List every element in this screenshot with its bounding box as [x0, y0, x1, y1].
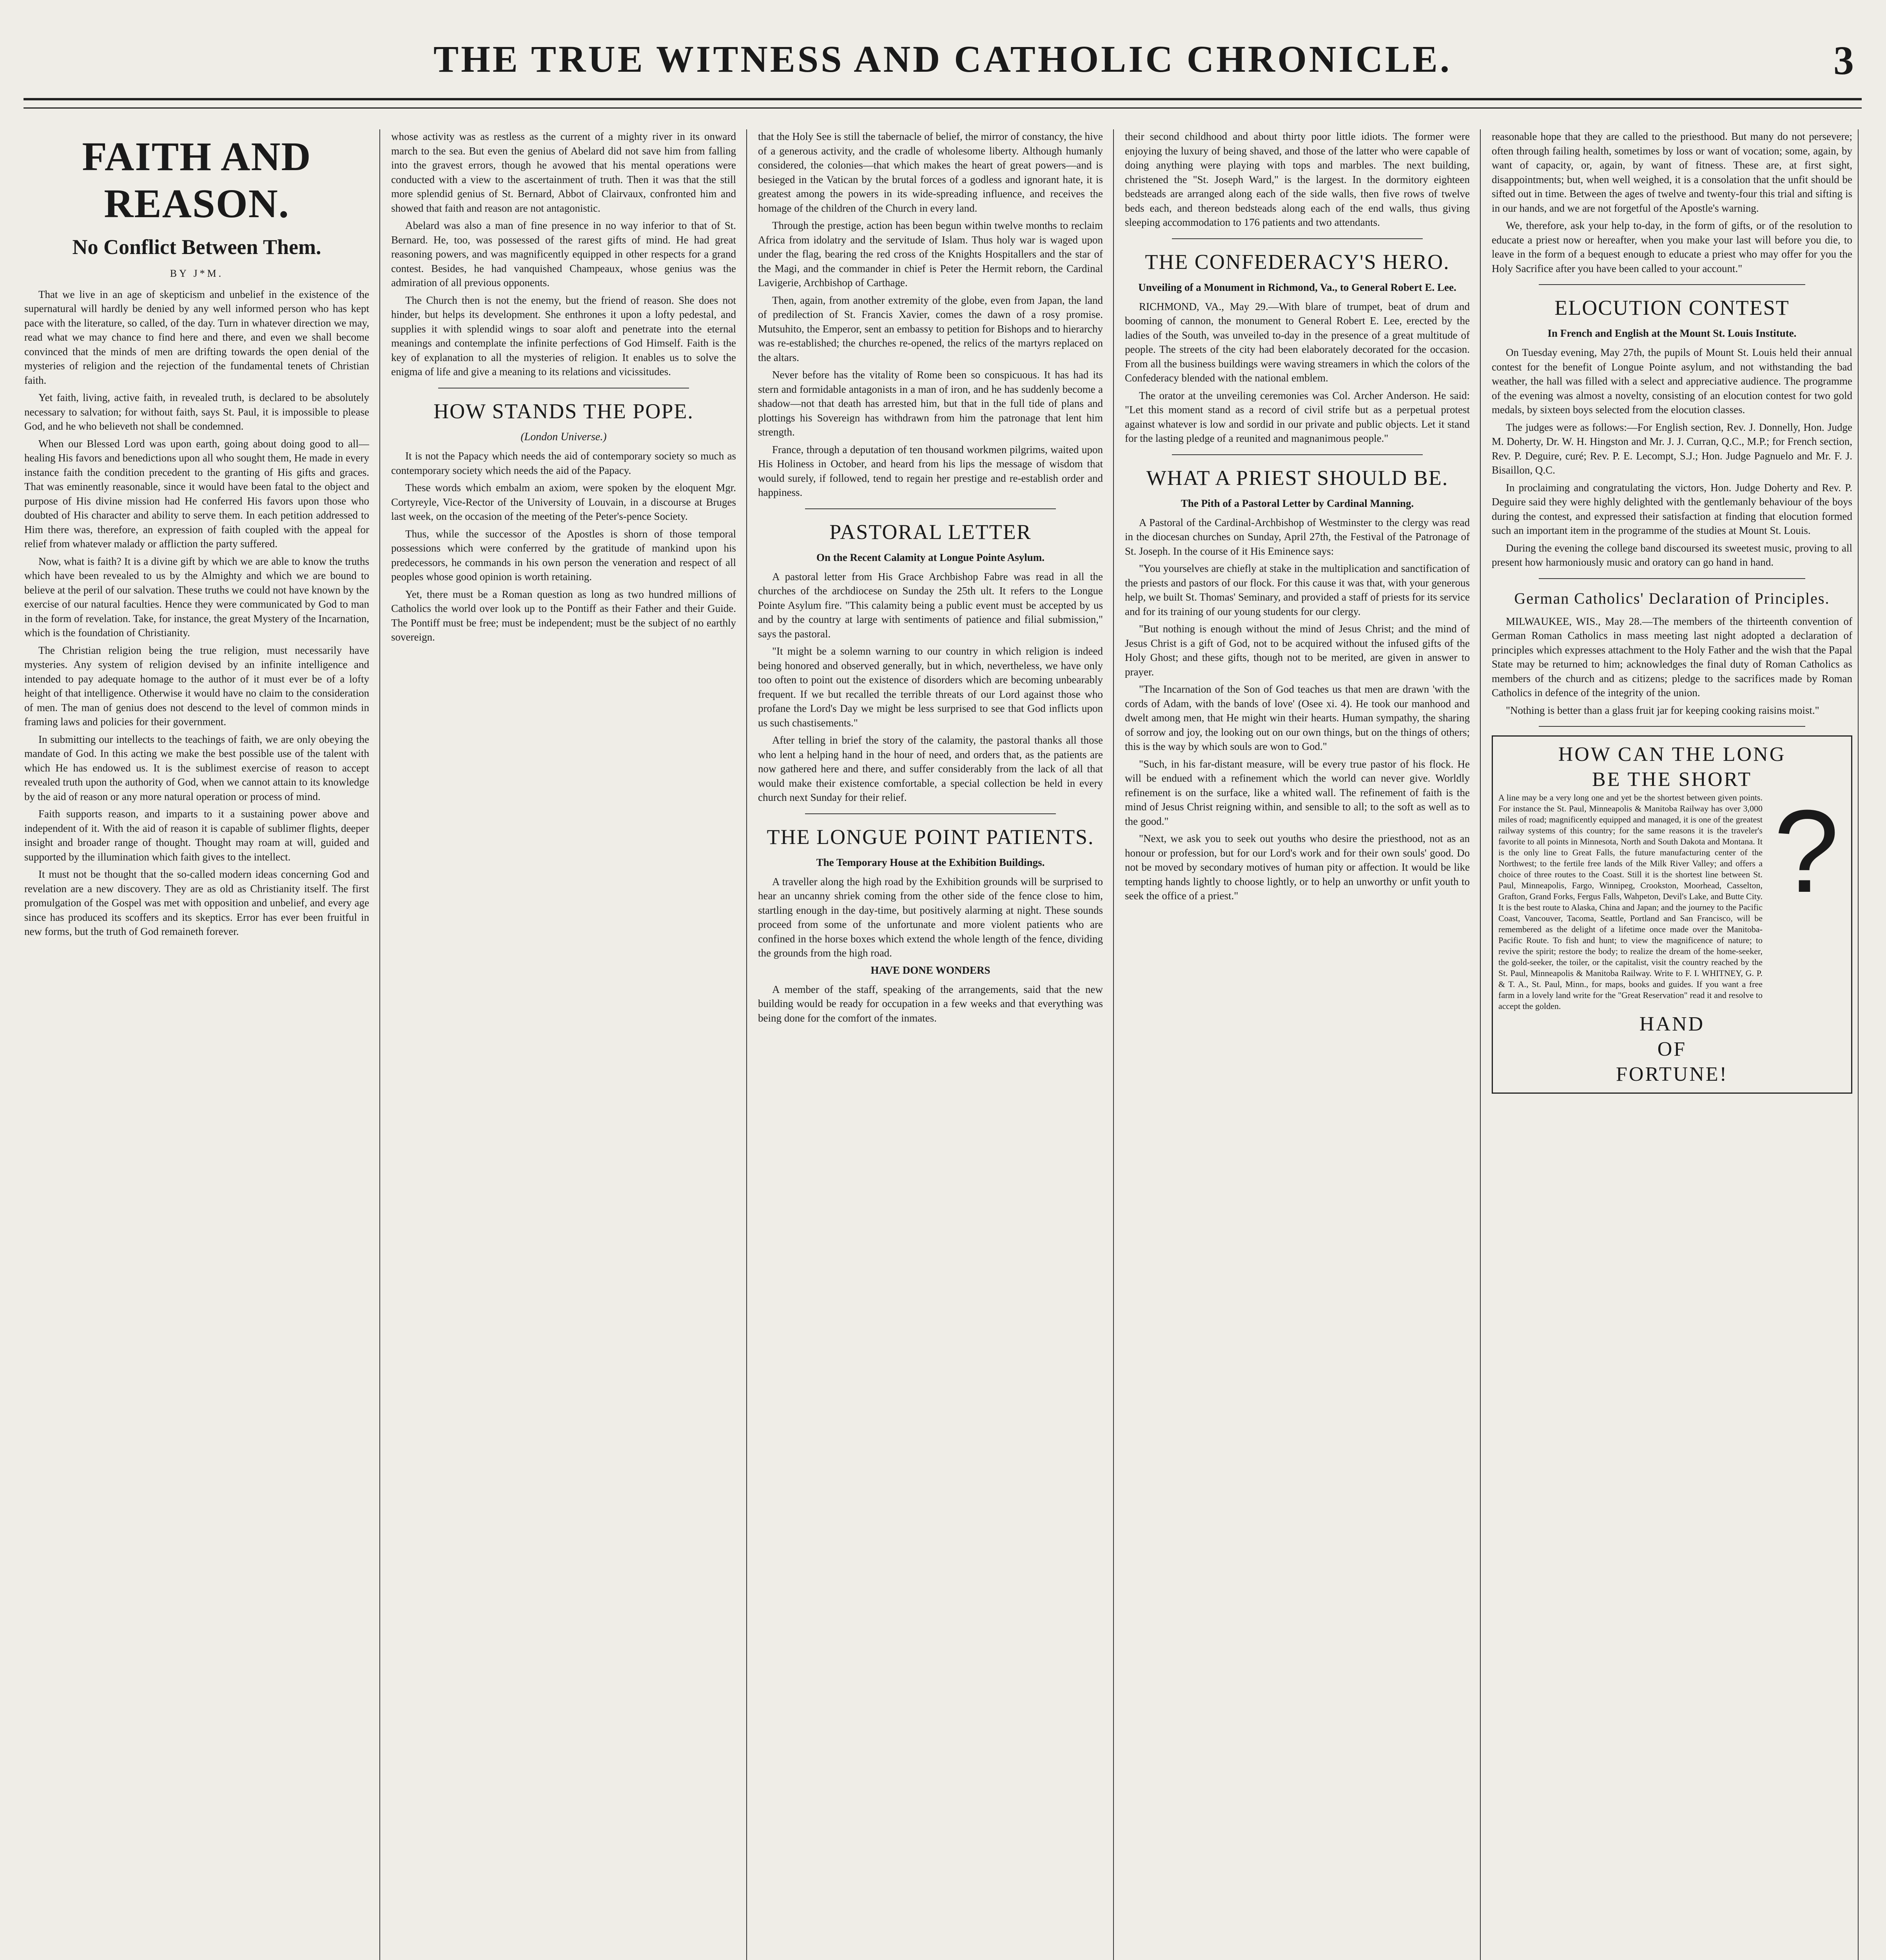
- german-catholics-paragraph: MILWAUKEE, WIS., May 28.—The members of the thirteenth convention of German Roman Catholics in mass meeting last night adopted a declaration of principles which expresses attachment to the Holy Father and the wish that the Papal State may be returned to him; acknowledges the final duty of Roman Catholics as members of the church and as citizens; pledge to the sacrifices made by Roman Catholics in defence of the integrity of the union.: [1492, 615, 1852, 699]
- priest-paragraph: "You yourselves are chiefly at stake in the multiplication and sanctification of the priests and pastors of our flock. For this cause it was that, with your generous help, we built St. Thomas' Seminary, and provided a staff of priests for its service and for its training of our young students for our clergy.: [1125, 563, 1470, 617]
- continuation-paragraph: Abelard was also a man of fine presence in no way inferior to that of St. Bernard. He, too, was possessed of the rarest gifts of mind. He had great reasoning powers, and was magnificently equipped in other respects for a grand contest. Besides, he had vanquished Champeaux, whose genius was the admiration of all previous opponents.: [391, 220, 736, 289]
- section-divider: [1539, 726, 1805, 727]
- masthead: [24, 37, 1862, 88]
- faith-subhead: No Conflict Between Them.: [72, 235, 321, 259]
- column-1: [24, 129, 369, 1960]
- column-rule: [1858, 129, 1859, 1960]
- pastoral-paragraph: After telling in brief the story of the calamity, the pastoral thanks all those who lent a helping hand in the hour of need, and orders that, as the patients are now gathered here and there, and suffer considerably from the lack of all that would make their existence comfortable, a special collection be held in every church next Sunday for their relief.: [758, 734, 1103, 803]
- priest-paragraph: "Next, we ask you to seek out youths who desire the priesthood, not as an honour or profession, but for our Lord's work and for their own souls' good. Do not be moved by secondary motives of human pity or affection. It would be like tempting hands lightly to choose lightly, or to help an unworthy or unfit youth to seek the office of a priest.": [1125, 833, 1470, 902]
- railway-ad: [1492, 735, 1852, 1094]
- column-rule: [1113, 129, 1114, 1960]
- elocution-paragraph: On Tuesday evening, May 27th, the pupils of Mount St. Louis held their annual contest for the benefit of Longue Pointe asylum, and not withstanding the bad weather, the hall was filled with a select and appreciative audience. The programme of the evening was almost a novelty, consisting of an elocution contest for two gold medals, by sixteen boys selected from the elocution classes.: [1492, 347, 1852, 416]
- railway-ad-footer: FORTUNE!: [1616, 1063, 1728, 1085]
- priest-paragraph: "Such, in his far-distant measure, will be every true pastor of his flock. He will be endued with a refinement which the world can never give. Worldly refinement is on the surface, like a whited wall. The refinement of faith is the mind of Jesus Christ reigning within, and sensible to all; to the soft as well as to the good.": [1125, 758, 1470, 827]
- railway-ad-footer: HAND: [1639, 1013, 1705, 1035]
- column4-paragraph: their second childhood and about thirty poor little idiots. The former were enjoying the luxury of being shaved, and those of the latter who were capable of doing anything were playing with tops and marbles. The next building, christened the "St. Joseph Ward," is the largest. In the dormitory eighteen bedsteads are arranged along each of the side walls, then five rows of twelve beds each, and thereon bedsteads along each of the end walls, thus giving sleeping accommodation to 176 patients and two attendants.: [1125, 131, 1470, 228]
- column-4: [1125, 129, 1470, 1960]
- section-divider: [1172, 238, 1423, 239]
- faith-paragraph: Yet faith, living, active faith, in revealed truth, is declared to be absolutely necessary to salvation; for without faith, says St. Paul, it is impossible to please God, and he who believeth not shall be condemned.: [24, 392, 369, 432]
- priest-headline: WHAT A PRIEST SHOULD BE.: [1146, 466, 1449, 490]
- pope-paragraph: It is not the Papacy which needs the aid of contemporary society so much as contemporary society which needs the aid of the Papacy.: [391, 450, 736, 476]
- elocution-paragraph: During the evening the college band discoursed its sweetest music, proving to all present how harmoniously music and oratory can go hand in hand.: [1492, 542, 1852, 568]
- faith-paragraph: It must not be thought that the so-called modern ideas concerning God and revelation are a new discovery. They are as old as Christianity itself. The first promulgation of the Gospel was met with opposition and unbelief, and every age since has produced its scoffers and its skeptics. Error has ever been fruitful in new forms, but the truth of God remaineth forever.: [24, 868, 369, 937]
- railway-ad-body-wrap: [1498, 785, 1846, 1012]
- column3-paragraph: Then, again, from another extremity of the globe, even from Japan, the land of predilection of St. Francis Xavier, comes the dawn of a rosy promise. Mutsuhito, the Emperor, sent an embassy to petition for Bishops and to hierarchy was re-established; the churches re-opened, the relics of the martyrs replaced on the altars.: [758, 294, 1103, 363]
- german-catholics-headline: German Catholics' Declaration of Principles.: [1514, 589, 1830, 607]
- section-divider: [805, 508, 1056, 509]
- question-mark-icon: ?: [1774, 785, 1839, 917]
- continuation-paragraph: whose activity was as restless as the current of a mighty river in its onward march to the sea. But even the genius of Abelard did not save him from falling into the gravest errors, though he avowed that his mental operations were conducted with a view to the ascertainment of truth. Then it was that the still more splendid genius of St. Bernard, Abbot of Clairvaux, confronted him and showed that faith and reason are not antagonistic.: [391, 131, 736, 214]
- priest-paragraph: A Pastoral of the Cardinal-Archbishop of Westminster to the clergy was read in the diocesan churches on Sunday, April 27th, the Festival of the Patronage of St. Joseph. In the course of it His Eminence says:: [1125, 516, 1470, 557]
- pope-source: (London Universe.): [520, 430, 607, 443]
- column-rule: [746, 129, 747, 1960]
- masthead-rule: [24, 98, 1862, 109]
- pope-paragraph: Yet, there must be a Roman question as long as two hundred millions of Catholics the world over look up to the Pontiff as their Father and their Guide. The Pontiff must be free; must be independent; must be the subject of no earthly sovereign.: [391, 588, 736, 643]
- column5-paragraph: reasonable hope that they are called to the priesthood. But many do not persevere; often through failing health, sometimes by loss or want of vocation; some, again, by want of capacity, or, again, by want of fitness. These are, at first sight, disappointments; but, when well weighed, it is a consolation that the unfit should be sifted out in time. Between the ages of twelve and twenty-four this trial and sifting is in our hands, and we are not forgetful of the Apostle's warning.: [1492, 131, 1852, 214]
- railway-ad-body: A line may be a very long one and yet be the shortest between given points. For instance the St. Paul, Minneapolis & Manitoba Railway has over 3,000 miles of road; magnificently equipped and managed, it is one of the greatest railway systems of this country; for the same reasons it is the traveler's favorite to all points in Minnesota, North and South Dakota and Montana. It is the only line to Great Falls, the future manufacturing center of the Northwest; to the fertile free lands of the Milk River Valley; and offers a choice of three routes to the Coast. Still it is the shortest line between St. Paul, Minneapolis, Fargo, Winnipeg, Crookston, Moorhead, Casselton, Grafton, Grand Forks, Fergus Falls, Wahpeton, Devil's Lake, and Butte City. It is the best route to Alaska, China and Japan; and the journey to the Pacific Coast, Vancouver, Tacoma, Seattle, Portland and San Francisco, will be remembered as the delight of a lifetime once made over the Manitoba-Pacific Route. To fish and hunt; to view the magnificence of nature; to revive the spirit; restore the body; to realize the dream of the home-seeker, the gold-seeker, the toiler, or the capitalist, visit the country reached by the St. Paul, Minneapolis & Manitoba Railway. Write to F. I. WHITNEY, G. P. & T. A., St. Paul, Minn., for maps, books and guides. If you want a free farm in a lovely land write for the "Great Reservation" read it and resolve to accept the golden.: [1498, 793, 1763, 1011]
- elocution-paragraph: In proclaiming and congratulating the victors, Hon. Judge Doherty and Rev. P. Deguire said they were highly delighted with the gentlemanly behaviour of the boys during the contest, and expressed their satisfaction at finding that elocution formed such an important item in the programme of the studies at Mount St. Louis.: [1492, 481, 1852, 536]
- pope-paragraph: These words which embalm an axiom, were spoken by the eloquent Mgr. Cortyreyle, Vice-Rector of the University of Louvain, in a discourse at Bruges last week, on the occasion of the meeting of the Peter's-pence Society.: [391, 482, 736, 522]
- longue-pointe-headline: THE LONGUE POINT PATIENTS.: [767, 825, 1094, 849]
- column-3: [758, 129, 1103, 1960]
- faith-paragraph: Faith supports reason, and imparts to it a sustaining power above and independent of it. With the aid of reason it is capable of sublimer flights, deeper insight and broader range of thought. Thought may roam at will, guided and supported by the illumination which faith gives to the intellect.: [24, 808, 369, 863]
- section-divider: [805, 813, 1056, 814]
- confederacy-paragraph: RICHMOND, VA., May 29.—With blare of trumpet, beat of drum and booming of cannon, the monument to General Robert E. Lee, erected by the ladies of the South, was unveiled to-day in the presence of a great multitude of people. The streets of the city had been elaborately decorated for the occasion. From all the business buildings were waving streamers in which the colors of the Confederacy blended with the national emblem.: [1125, 300, 1470, 384]
- longue-pointe-subhead: HAVE DONE WONDERS: [870, 964, 990, 976]
- confederacy-headline: THE CONFEDERACY'S HERO.: [1145, 250, 1450, 274]
- longue-pointe-deck: The Temporary House at the Exhibition Buildings.: [816, 856, 1045, 868]
- section-divider: [1539, 578, 1805, 579]
- faith-paragraph: The Christian religion being the true religion, must necessarily have mysteries. Any system of religion devised by an infinite intelligence and intended to pay adequate homage to the author of it must ever be of a lofty height of that intelligence. Otherwise it would have no claim to the consideration of men. The man of genius does not descend to the level of common minds in framing laws and policies for their government.: [24, 644, 369, 728]
- elocution-paragraph: The judges were as follows:—For English section, Rev. J. Donnelly, Hon. Judge M. Doherty, Dr. W. H. Hingston and Mr. J. J. Curran, Q.C., M.P.; for French section, Rev. P. Deguire, curé; Rev. P. E. Lecompt, S.J.; Hon. Judge Pagnuelo and Mr. F. J. Bisaillon, Q.C.: [1492, 421, 1852, 476]
- german-catholics-paragraph: "Nothing is better than a glass fruit jar for keeping cooking raisins moist.": [1506, 704, 1819, 716]
- column3-paragraph: France, through a deputation of ten thousand workmen pilgrims, waited upon His Holiness in October, and heard from his lips the message of wisdom that would surely, if followed, tend to regain her prestige and re-establish order and happiness.: [758, 443, 1103, 498]
- faith-headline: FAITH AND REASON.: [82, 134, 312, 226]
- elocution-headline: ELOCUTION CONTEST: [1554, 296, 1790, 319]
- column3-paragraph: that the Holy See is still the tabernacle of belief, the mirror of constancy, the hive of a generous activity, and the cradle of wholesome liberty. Although humanly considered, the colonies—that which makes the heart of great powers—and is besieged in the Vatican by the brutal forces of a godless and ignorant hate, it is greatest among the powers in its wide-spreading influence, and receives the homage of the children of the Church in every land.: [758, 131, 1103, 214]
- column5-paragraph: We, therefore, ask your help to-day, in the form of gifts, or of the resolution to educate a priest now or hereafter, when you make your last will before you die, to leave in the form of a bequest enough to educate a priest who may offer for you the Holy Sacrifice after you have been called to your account.": [1492, 220, 1852, 274]
- page-number: 3: [1833, 38, 1854, 83]
- newspaper-title: THE TRUE WITNESS AND CATHOLIC CHRONICLE.: [433, 38, 1452, 80]
- pastoral-paragraph: A pastoral letter from His Grace Archbishop Fabre was read in all the churches of the archdiocese on Sunday the 25th ult. It refers to the Longue Pointe Asylum fire. "This calamity being a public event must be accepted by us and by the country at large with sentiments of patience and filial submission," says the pastoral.: [758, 570, 1103, 640]
- railway-ad-headline: HOW CAN THE LONG: [1558, 743, 1786, 766]
- pope-headline: HOW STANDS THE POPE.: [433, 399, 694, 423]
- faith-paragraph: In submitting our intellects to the teachings of faith, we are only obeying the mandate of God. In this acting we make the best possible use of the talent with which He has endowed us. It is the sublimest exercise of reason to accept revealed truth upon the authority of God, when we cannot attain to its knowledge by the aid of reason or any more natural operation or process of mind.: [24, 733, 369, 802]
- railway-ad-headline: BE THE SHORT: [1592, 768, 1752, 791]
- priest-paragraph: "The Incarnation of the Son of God teaches us that men are drawn 'with the cords of Adam, with the bands of love' (Osee xi. 4). He took our manhood and dwelt among men, that He might win their hearts. Human sympathy, the sharing of sorrow and joy, the looking out on our own things, but on the things of others; this is the way by which souls are won to God.": [1125, 683, 1470, 752]
- longue-pointe-paragraph: A member of the staff, speaking of the arrangements, said that the new building would be ready for occupation in a few weeks and that everything was being done for the comfort of the inmates.: [758, 983, 1103, 1024]
- pastoral-headline: PASTORAL LETTER: [829, 520, 1032, 544]
- faith-paragraph: That we live in an age of skepticism and unbelief in the existence of the supernatural will hardly be denied by any well informed person who has kept pace with the literature, so called, of the day. Turn in whatever direction we may, read what we may chance to find here and there, and even we shall become convinced that the minds of men are drifting towards the open denial of the mysteries of religion and the rejection of the fundamental tenets of Christian faith.: [24, 288, 369, 386]
- column3-paragraph: Through the prestige, action has been begun within twelve months to reclaim Africa from idolatry and the servitude of Islam. Thus holy war is waged upon under the flag, bearing the red cross of the Knights Hospitallers and the star of the Magi, and the commander in chief is Peter the Hermit reborn, the Cardinal Lavigerie, Archbishop of Carthage.: [758, 220, 1103, 289]
- pastoral-deck: On the Recent Calamity at Longue Pointe Asylum.: [816, 551, 1045, 563]
- confederacy-paragraph: The orator at the unveiling ceremonies was Col. Archer Anderson. He said: "Let this moment stand as a record of civil strife but as a perpetual protest against whatever is low and sordid in our private and public objects. Let it stand for the lasting pledge of a reunited and magnanimous people.": [1125, 389, 1470, 444]
- confederacy-deck: Unveiling of a Monument in Richmond, Va., to General Robert E. Lee.: [1138, 281, 1456, 293]
- pope-paragraph: Thus, while the successor of the Apostles is shorn of those temporal possessions which were conferred by the gratitude of mankind upon his predecessors, he commands in his own person the veneration and respect of all peoples whose good opinion is worth retaining.: [391, 528, 736, 583]
- priest-deck: The Pith of a Pastoral Letter by Cardinal Manning.: [1181, 497, 1414, 509]
- faith-byline: BY J*M.: [170, 268, 224, 279]
- elocution-deck: In French and English at the Mount St. Louis Institute.: [1547, 327, 1797, 339]
- section-divider: [1172, 454, 1423, 455]
- railway-ad-footer: OF: [1657, 1038, 1687, 1060]
- pastoral-paragraph: "It might be a solemn warning to our country in which religion is indeed being honored and observed generally, but in which, nevertheless, we have only too often to point out the existence of disorders which are becoming unbearably frequent. If we but recalled the terrible threats of our Lord against those who profane the Lord's Day we might be less surprised to see that God inflicts upon us such chastisements.": [758, 645, 1103, 729]
- faith-paragraph: When our Blessed Lord was upon earth, going about doing good to all—healing His favors and benedictions upon all who sought them, He made in every instance faith the condition precedent to the granting of His gifts and graces. That was eminently reasonable, since it would have been fatal to the object and purpose of His divine mission had He conferred His favors upon those who doubted of His character and ability to serve them. In each petition addressed to Him there was, therefore, an expression of faith coupled with the appeal for relief from whatever malady or affliction the party suffered.: [24, 437, 369, 550]
- column-2: [391, 129, 736, 1960]
- section-divider: [1539, 284, 1805, 285]
- longue-pointe-paragraph: A traveller along the high road by the Exhibition grounds will be surprised to hear an uncanny shriek coming from the other side of the fence close to him, startling enough in the day-time, but positively alarming at night. These sounds proceed from some of the unfortunate and more violent patients who are confined in the horse boxes which extend the whole length of the fence, dividing the grounds from the high road.: [758, 875, 1103, 959]
- column3-paragraph: Never before has the vitality of Rome been so conspicuous. It has had its stern and formidable antagonists in a man of iron, and he has suddenly become a shadow—not that death has arrested him, but that in the full tide of plans and plottings his Sovereign has withdrawn from him the patronage that lent him strength.: [758, 369, 1103, 438]
- column-rule: [379, 129, 380, 1960]
- priest-paragraph: "But nothing is enough without the mind of Jesus Christ; and the mind of Jesus Christ is a gift of God, not to be acquired without the infused gifts of the Holy Ghost; and these gifts, though not to be merited, are given in answer to prayer.: [1125, 623, 1470, 678]
- faith-paragraph: Now, what is faith? It is a divine gift by which we are able to know the truths which have been revealed to us by the Almighty and which we are bound to believe at the peril of our salvation. These truths we could not have known by the exercise of our natural faculties. Hence they were communicated by God to man in the form of revelation. Take, for instance, the great Mystery of the Incarnation, which is the foundation of Christianity.: [24, 555, 369, 639]
- column-rule: [1480, 129, 1481, 1960]
- column-5: [1492, 129, 1852, 1960]
- continuation-paragraph: The Church then is not the enemy, but the friend of reason. She does not hinder, but helps its development. She enthrones it upon a lofty pedestal, and supplies it with splendid wings to soar aloft and penetrate into the eternal meanings and contemplate the infinite perfections of God Himself. Faith is the key of explanation to all the mysteries of religion. It enables us to solve the enigma of life and give a meaning to its relations and vicissitudes.: [391, 294, 736, 377]
